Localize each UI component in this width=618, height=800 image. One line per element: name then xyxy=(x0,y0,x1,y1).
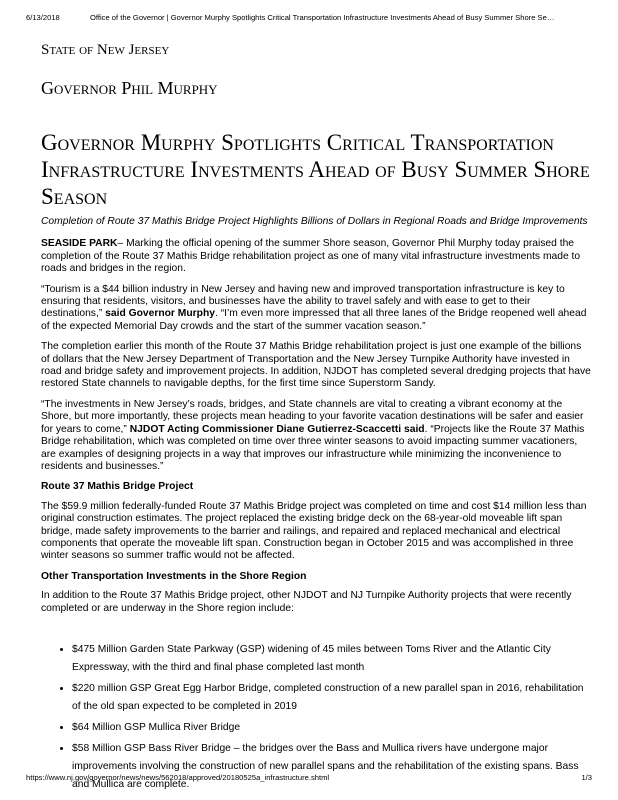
article-body xyxy=(41,216,591,797)
list-item: • $58 Million GSP Bass River Bridge – the bridges over the Bass and Mullica rivers have undergone major improvements involving the construction of new parallel spans and the rehabilitation of the existing spans. Bass and Mullica are complete. xyxy=(72,740,591,794)
section-heading-mathis: Route 37 Mathis Bridge Project xyxy=(41,481,194,493)
page-title: Governor Murphy Spotlights Critical Transportation Infrastructure Investments Ahead of Busy Summer Shore Season xyxy=(41,130,590,209)
paragraph-2-text-a: “Tourism is a $44 billion industry in New Jersey and having new and improved transportation infrastructure is key to ensuring that residents, visitors, and businesses have the ability to travel safely and with ease to get to their destinations,” xyxy=(41,283,565,320)
page-url: https://www.nj.gov/governor/news/news/562018/approved/20180525a_infrastructure.shtml xyxy=(26,773,330,782)
paragraph-6: In addition to the Route 37 Mathis Bridge project, other NJDOT and NJ Turnpike Authority projects that were recently completed or are underway in the Shore region include: xyxy=(41,590,572,614)
paragraph-3: The completion earlier this month of the Route 37 Mathis Bridge rehabilitation project is just one example of the billions of dollars that the New Jersey Department of Transportation and the New Jersey Turnpike Authority have invested in road and bridge safety and improvement projects. In addition, NJDOT has completed several dredging projects that have restored State channels to navigable depths, for the first time since Superstorm Sandy. xyxy=(41,341,591,390)
governor-attribution: said Governor Murphy xyxy=(105,308,215,320)
paragraph-4-text-b: . “Projects like the Route 37 Mathis Bridge rehabilitation, which was completed on time over three winter seasons to avoid impacting summer vacationers, are examples of designing projects in a way that improves our infrastructure while minimizing the inconvenience to residents and businesses.” xyxy=(41,423,585,472)
paragraph-1-text: – Marking the official opening of the summer Shore season, Governor Phil Murphy today praised the completion of the Route 37 Mathis Bridge rehabilitation project as one of many vital infrastructure investments made to roads and bridges in the region. xyxy=(41,238,581,275)
article-subtitle: Completion of Route 37 Mathis Bridge Project Highlights Billions of Dollars in Regional Roads and Bridge Improvements xyxy=(41,216,588,227)
print-date: 6/13/2018 xyxy=(26,13,60,22)
list-item: • $475 Million Garden State Parkway (GSP) widening of 45 miles between Toms River and the Atlantic City Expressway, with the third and final phase completed last month xyxy=(72,641,591,677)
commissioner-attribution: NJDOT Acting Commissioner Diane Gutierrez-Scaccetti said xyxy=(129,423,425,435)
paragraph-4 xyxy=(41,399,591,473)
print-title: Office of the Governor | Governor Murphy Spotlights Critical Transportation Infrastructure Investments Ahead of Busy Summer Shore Se… xyxy=(90,13,555,22)
print-footer xyxy=(26,773,592,782)
list-item: • $220 million GSP Great Egg Harbor Bridge, completed construction of a new parallel span in 2016, rehabilitation of the old span expected to be completed in 2019 xyxy=(72,680,591,716)
paragraph-1 xyxy=(41,238,591,275)
print-header xyxy=(26,13,594,22)
project-list xyxy=(41,641,591,794)
paragraph-2-text-b: . “I’m even more impressed that all three lanes of the Bridge reopened well ahead of the expected Memorial Day crowds and the start of the summer vacation season.” xyxy=(41,308,587,332)
paragraph-4-text-a: “The investments in New Jersey’s roads, bridges, and State channels are vital to creating a vibrant economy at the Shore, but more importantly, these projects mean heading to your favorite vacation destinations will be safer and easier for years to come,” xyxy=(41,398,584,435)
paragraph-2 xyxy=(41,284,591,334)
list-item: • $64 Million GSP Mullica River Bridge xyxy=(72,719,591,737)
state-of-nj-link[interactable]: State of New Jersey xyxy=(41,42,170,58)
section-heading-other: Other Transportation Investments in the Shore Region xyxy=(41,570,307,582)
page-number: 1/3 xyxy=(581,773,592,782)
paragraph-5: The $59.9 million federally-funded Route 37 Mathis Bridge project was completed on time and cost $14 million less than original construction estimates. The project replaced the existing bridge deck on the 68-year-old moveable lift span bridge, made safety improvements to the barrier and railings, and repaired and replaced mechanical and electrical components that operate the moveable lift span. Construction began in October 2015 and was accomplished in three winter seasons so summer traffic would not be affected. xyxy=(41,500,587,562)
dateline: SEASIDE PARK xyxy=(41,238,118,250)
governor-name-link[interactable]: Governor Phil Murphy xyxy=(41,78,218,98)
